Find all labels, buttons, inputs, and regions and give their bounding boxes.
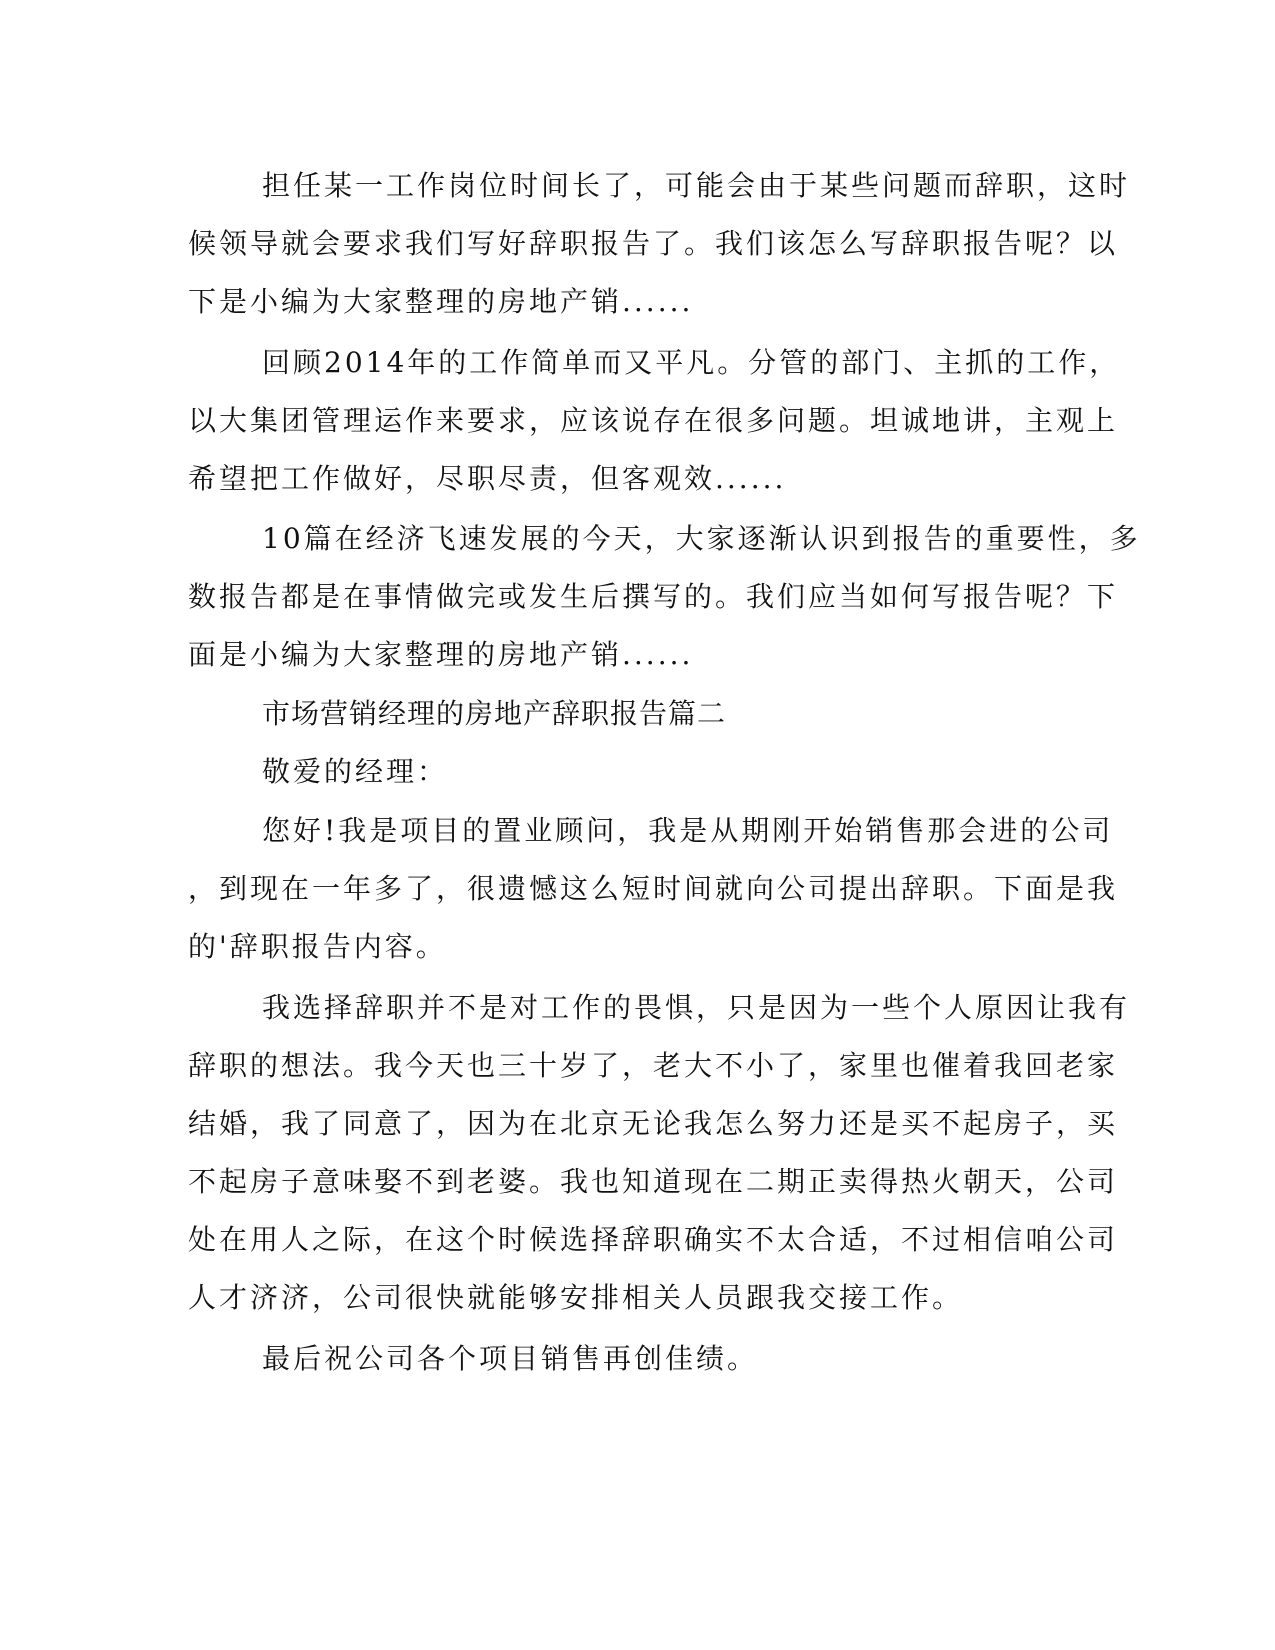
- paragraph-line: 结婚，我了同意了，因为在北京无论我怎么努力还是买不起房子，买: [188, 1107, 1119, 1140]
- paragraph-line: 10篇在经济飞速发展的今天，大家逐渐认识到报告的重要性，多: [262, 522, 1141, 555]
- paragraph-line: 不起房子意味娶不到老婆。我也知道现在二期正卖得热火朝天，公司: [188, 1165, 1119, 1198]
- section-title: 市场营销经理的房地产辞职报告篇二: [262, 697, 727, 730]
- paragraph-line: 辞职的想法。我今天也三十岁了，老大不小了，家里也催着我回老家: [188, 1049, 1119, 1082]
- paragraph-line: 数报告都是在事情做完或发生后撰写的。我们应当如何写报告呢？下: [188, 580, 1119, 613]
- paragraph-line: 希望把工作做好，尽职尽责，但客观效......: [188, 462, 787, 495]
- paragraph-line: 回顾2014年的工作简单而又平凡。分管的部门、主抓的工作，: [262, 346, 1121, 379]
- paragraph-line: 的'辞职报告内容。: [188, 930, 447, 963]
- paragraph-line: 我选择辞职并不是对工作的畏惧，只是因为一些个人原因让我有: [262, 991, 1131, 1024]
- paragraph-line: 担任某一工作岗位时间长了，可能会由于某些问题而辞职，这时: [262, 169, 1131, 202]
- paragraph-line: 以大集团管理运作来要求，应该说存在很多问题。坦诚地讲，主观上: [188, 404, 1119, 437]
- paragraph-line: 候领导就会要求我们写好辞职报告了。我们该怎么写辞职报告呢？以: [188, 227, 1119, 260]
- paragraph-line: ，到现在一年多了，很遗憾这么短时间就向公司提出辞职。下面是我: [188, 872, 1119, 905]
- paragraph-line: 面是小编为大家整理的房地产销......: [188, 638, 694, 671]
- paragraph-line: 人才济济，公司很快就能够安排相关人员跟我交接工作。: [188, 1281, 964, 1314]
- paragraph-line: 您好!我是项目的置业顾问，我是从期刚开始销售那会进的公司: [262, 814, 1114, 847]
- salutation: 敬爱的经理：: [262, 755, 449, 788]
- paragraph-line: 下是小编为大家整理的房地产销......: [188, 285, 694, 318]
- closing-line: 最后祝公司各个项目销售再创佳绩。: [262, 1342, 759, 1375]
- paragraph-line: 处在用人之际，在这个时候选择辞职确实不太合适，不过相信咱公司: [188, 1223, 1119, 1256]
